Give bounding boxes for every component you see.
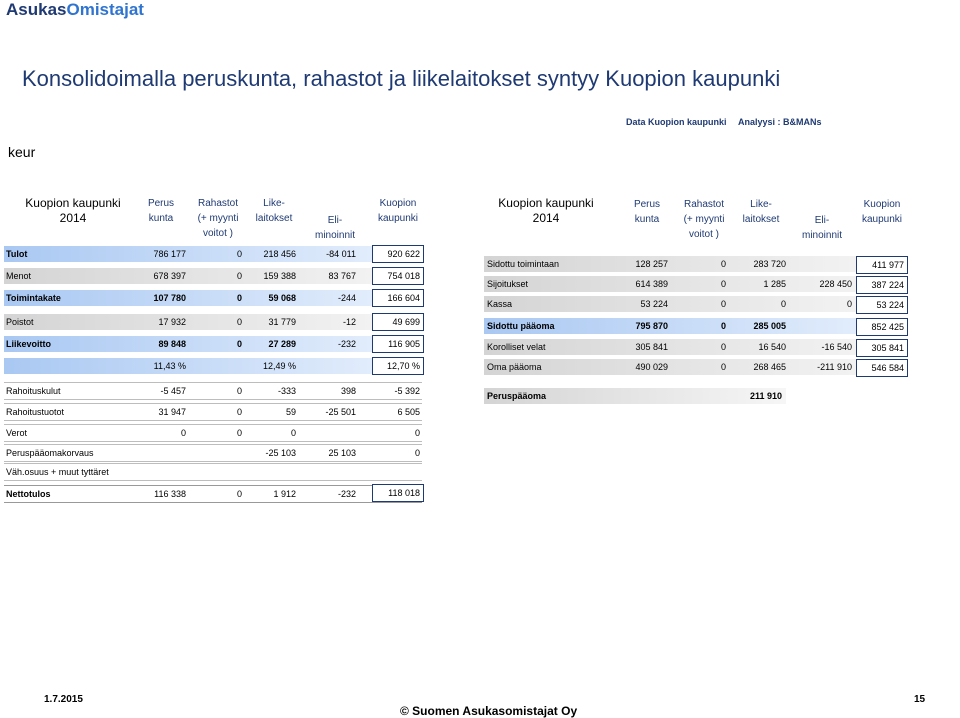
left-row-percentages xyxy=(4,358,422,374)
row-label: Oma pääoma xyxy=(487,362,542,372)
cell: 116 338 xyxy=(154,489,186,499)
left-col-perus-l2: kunta xyxy=(148,213,174,224)
row-label: Sidottu toimintaan xyxy=(487,259,560,269)
cell: -232 xyxy=(337,489,356,499)
cell: 211 910 xyxy=(749,391,782,401)
cell: 268 465 xyxy=(753,362,786,372)
cell: 0 xyxy=(236,386,242,396)
left-col-rahastot-l1: Rahastot xyxy=(197,198,239,209)
left-col-like-l1: Like- xyxy=(263,198,285,209)
left-total-toimintakate xyxy=(372,289,424,307)
right-row-peruspaaoma xyxy=(484,388,786,404)
cell: 283 720 xyxy=(753,259,786,269)
right-row-oma-paaoma xyxy=(484,359,906,375)
footer-page: 15 xyxy=(914,694,926,705)
left-row-liikevoitto xyxy=(4,336,422,352)
cell: -12 xyxy=(342,317,356,327)
right-row-kassa xyxy=(484,296,906,312)
brand-logo xyxy=(6,0,144,20)
row-label: Peruspääoma xyxy=(487,391,547,401)
cell: 12,70 % xyxy=(386,361,420,371)
cell: 31 947 xyxy=(158,407,186,417)
right-col-rahastot-l1: Rahastot xyxy=(683,199,725,210)
cell: 166 604 xyxy=(387,293,420,303)
footer-date: 1.7.2015 xyxy=(44,694,83,705)
row-label: Rahoituskulut xyxy=(6,386,61,396)
cell: 6 505 xyxy=(397,407,420,417)
cell: 0 xyxy=(236,271,242,281)
cell: 0 xyxy=(236,407,242,417)
cell: 398 xyxy=(340,386,356,396)
row-label: Verot xyxy=(6,428,28,438)
cell: 49 699 xyxy=(392,317,420,327)
left-row-toimintakate xyxy=(4,290,422,306)
left-col-kuopion-l1: Kuopion xyxy=(379,198,417,209)
row-label: Menot xyxy=(6,271,32,281)
cell: 0 xyxy=(236,293,242,303)
cell: 53 224 xyxy=(640,299,668,309)
unit-label: keur xyxy=(8,144,36,160)
row-label: Peruspääomakorvaus xyxy=(6,448,94,458)
cell: 59 068 xyxy=(268,293,296,303)
footer-copyright: © Suomen Asukasomistajat Oy xyxy=(400,704,578,718)
cell: 490 029 xyxy=(635,362,668,372)
left-col-eli-l2: Eli- xyxy=(327,215,343,226)
left-total-percentage xyxy=(372,357,424,375)
cell: -25 103 xyxy=(265,448,296,458)
cell: 795 870 xyxy=(635,321,668,331)
cell: 116 905 xyxy=(388,339,420,349)
cell: 0 xyxy=(236,428,242,438)
cell: 17 932 xyxy=(158,317,186,327)
cell: 0 xyxy=(720,279,726,289)
cell: 83 767 xyxy=(328,271,356,281)
right-row-korolliset-velat xyxy=(484,339,906,355)
row-label: Poistot xyxy=(6,317,34,327)
cell: 159 388 xyxy=(263,271,296,281)
cell: -25 501 xyxy=(325,407,356,417)
right-total-sidottu-toimintaan xyxy=(856,256,908,274)
left-col-perus-l1: Perus xyxy=(147,198,175,209)
cell: 0 xyxy=(720,299,726,309)
row-label: Kassa xyxy=(487,299,513,309)
right-row-sidottu-paaoma xyxy=(484,318,906,334)
right-total-oma-paaoma xyxy=(856,359,908,377)
left-row-nettotulos xyxy=(4,485,422,503)
cell: -16 540 xyxy=(821,342,852,352)
cell: 11,43 % xyxy=(153,361,186,371)
row-label: Rahoitustuotot xyxy=(6,407,65,417)
cell: 0 xyxy=(780,299,786,309)
right-col-rahastot-l2: (+ myynti xyxy=(683,214,725,225)
brand-part1: Asukas xyxy=(6,0,67,19)
cell: 107 780 xyxy=(153,293,186,303)
row-label: Väh.osuus + muut tyttäret xyxy=(6,467,109,477)
cell: 228 450 xyxy=(819,279,852,289)
cell: 754 018 xyxy=(387,271,420,281)
cell: 12,49 % xyxy=(262,361,296,371)
cell: 411 977 xyxy=(872,260,904,270)
cell: 0 xyxy=(414,448,420,458)
right-col-eli-l3: minoinnit xyxy=(801,230,843,241)
cell: -211 910 xyxy=(817,362,852,372)
right-entity: Kuopion kaupunki xyxy=(498,196,594,210)
right-total-sidottu-paaoma xyxy=(856,318,908,336)
row-label: Nettotulos xyxy=(6,489,51,499)
right-total-korolliset-velat xyxy=(856,339,908,357)
cell: 53 224 xyxy=(876,300,904,310)
cell: 128 257 xyxy=(635,259,668,269)
right-col-like-l2: laitokset xyxy=(742,214,780,225)
cell: 0 xyxy=(236,317,242,327)
left-total-menot xyxy=(372,267,424,285)
cell: -5 392 xyxy=(394,386,420,396)
left-row-rahoituskulut xyxy=(4,382,422,400)
left-col-rahastot-l3: voitot ) xyxy=(202,228,233,239)
left-col-kuopion-l2: kaupunki xyxy=(377,213,419,224)
right-total-sijoitukset xyxy=(856,276,908,294)
right-col-like-l1: Like- xyxy=(750,199,772,210)
cell: 118 018 xyxy=(388,488,420,498)
cell: 0 xyxy=(720,362,726,372)
brand-part2: Omistajat xyxy=(66,0,144,19)
source-data: Data Kuopion kaupunki xyxy=(626,117,727,127)
left-row-tulot xyxy=(4,246,422,262)
left-row-verot xyxy=(4,424,422,442)
row-label: Korolliset velat xyxy=(487,342,546,352)
right-col-kuopion-l2: kaupunki xyxy=(861,214,903,225)
right-row-sidottu-toimintaan xyxy=(484,256,906,272)
cell: -244 xyxy=(337,293,356,303)
page-title: Konsolidoimalla peruskunta, rahastot ja liikelaitokset syntyy Kuopion kaupunki xyxy=(22,66,781,91)
cell: 1 912 xyxy=(273,489,296,499)
cell: 0 xyxy=(290,428,296,438)
row-label: Sijoitukset xyxy=(487,279,529,289)
right-col-kuopion-l1: Kuopion xyxy=(863,199,901,210)
cell: 0 xyxy=(180,428,186,438)
cell: 0 xyxy=(236,489,242,499)
left-total-liikevoitto xyxy=(372,335,424,353)
cell: -333 xyxy=(277,386,296,396)
source-analysis: Analyysi : B&MANs xyxy=(738,117,822,127)
cell: 0 xyxy=(720,259,726,269)
cell: 678 397 xyxy=(153,271,186,281)
cell: 0 xyxy=(846,299,852,309)
left-row-peruspaaomakorvaus xyxy=(4,444,422,462)
cell: 0 xyxy=(720,321,726,331)
right-col-perus-l2: kunta xyxy=(634,214,660,225)
cell: 16 540 xyxy=(758,342,786,352)
cell: 0 xyxy=(720,342,726,352)
left-entity: Kuopion kaupunki xyxy=(25,196,121,210)
right-col-perus-l1: Perus xyxy=(633,199,661,210)
left-year: 2014 xyxy=(59,211,87,225)
cell: 786 177 xyxy=(153,249,186,259)
cell: 0 xyxy=(236,339,242,349)
cell: 0 xyxy=(236,249,242,259)
cell: 614 389 xyxy=(635,279,668,289)
cell: 305 841 xyxy=(635,342,668,352)
cell: 920 622 xyxy=(387,249,420,259)
cell: 387 224 xyxy=(871,280,904,290)
cell: 27 289 xyxy=(268,339,296,349)
row-label: Sidottu pääoma xyxy=(487,321,555,331)
cell: 89 848 xyxy=(158,339,186,349)
left-row-vahosuus xyxy=(4,463,422,481)
cell: 1 285 xyxy=(763,279,786,289)
row-label: Toimintakate xyxy=(6,293,61,303)
cell: 25 103 xyxy=(328,448,356,458)
left-row-rahoitustuotot xyxy=(4,403,422,421)
left-total-poistot xyxy=(372,313,424,331)
cell: 0 xyxy=(414,428,420,438)
cell: 59 xyxy=(285,407,296,417)
cell: 546 584 xyxy=(871,363,904,373)
cell: -232 xyxy=(337,339,356,349)
cell: 31 779 xyxy=(268,317,296,327)
cell: -5 457 xyxy=(160,386,186,396)
right-col-eli-l2: Eli- xyxy=(814,215,830,226)
right-year: 2014 xyxy=(532,211,560,225)
left-row-menot xyxy=(4,268,422,284)
left-col-rahastot-l2: (+ myynti xyxy=(197,213,239,224)
left-total-nettotulos xyxy=(372,484,424,502)
left-row-poistot xyxy=(4,314,422,330)
left-col-eli-l3: minoinnit xyxy=(314,230,356,241)
row-label: Tulot xyxy=(6,249,28,259)
cell: 285 005 xyxy=(753,321,786,331)
cell: -84 011 xyxy=(326,249,356,259)
row-label: Liikevoitto xyxy=(6,339,52,349)
cell: 218 456 xyxy=(263,249,296,259)
right-total-kassa xyxy=(856,296,908,314)
right-col-rahastot-l3: voitot ) xyxy=(688,229,719,240)
cell: 852 425 xyxy=(871,322,904,332)
cell: 305 841 xyxy=(871,343,904,353)
right-row-sijoitukset xyxy=(484,276,906,292)
left-total-tulot xyxy=(372,245,424,263)
left-col-like-l2: laitokset xyxy=(255,213,293,224)
